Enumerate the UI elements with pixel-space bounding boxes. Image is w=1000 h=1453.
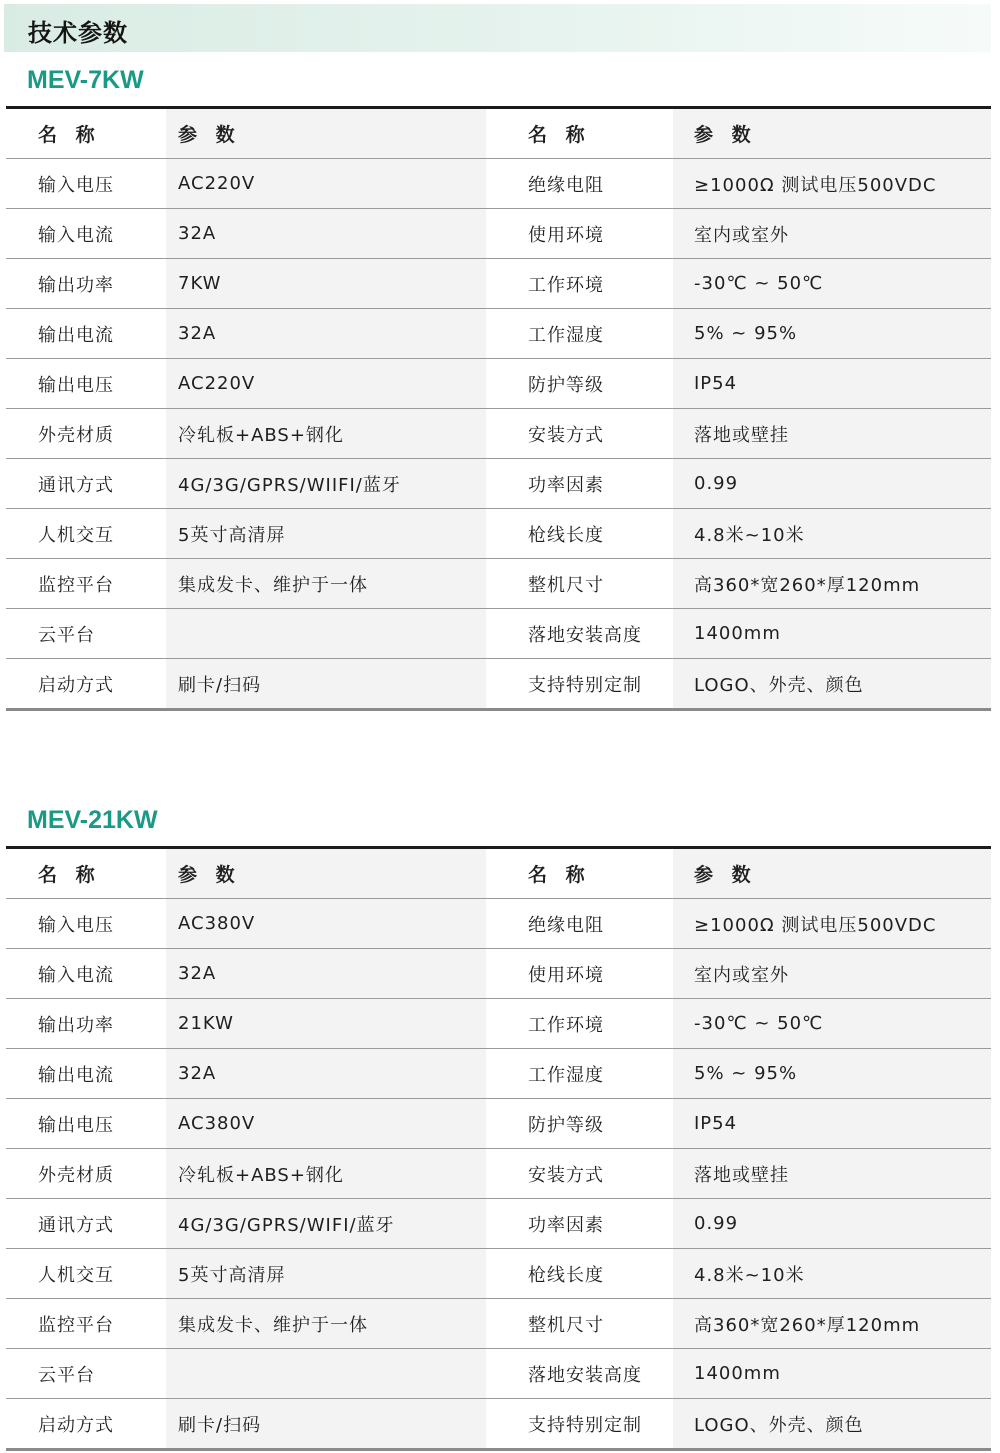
value-cell: AC220V (166, 359, 486, 408)
name-cell: 支持特别定制 (528, 1414, 642, 1436)
name-cell: 功率因素 (528, 474, 604, 496)
value-cell: ≥1000Ω 测试电压500VDC (673, 899, 991, 948)
value-cell: -30℃ ~ 50℃ (673, 259, 991, 308)
name-cell: 工作湿度 (528, 1064, 604, 1086)
name-cell: 落地安装高度 (528, 1364, 642, 1386)
name-cell: 监控平台 (38, 1314, 114, 1336)
name-cell: 输入电流 (38, 224, 114, 246)
model-title-21kw: MEV-21KW (27, 806, 158, 834)
value-cell: LOGO、外壳、颜色 (673, 1399, 991, 1448)
column-header: 参 数 (673, 849, 991, 898)
table-row (6, 1049, 991, 1099)
table-row (6, 899, 991, 949)
name-cell: 启动方式 (38, 674, 114, 696)
value-cell: -30℃ ~ 50℃ (673, 999, 991, 1048)
table-row (6, 1349, 991, 1399)
value-cell: 21KW (166, 999, 486, 1048)
value-cell: 32A (166, 1049, 486, 1098)
value-cell: 5英寸高清屏 (166, 1249, 486, 1298)
table-row (6, 1099, 991, 1149)
name-cell: 安装方式 (528, 424, 604, 446)
table-row (6, 359, 991, 409)
value-cell: 7KW (166, 259, 486, 308)
name-cell: 启动方式 (38, 1414, 114, 1436)
name-cell: 整机尺寸 (528, 1314, 604, 1336)
table-row (6, 1199, 991, 1249)
value-cell: 室内或室外 (673, 949, 991, 998)
table-row (6, 659, 991, 708)
name-cell: 整机尺寸 (528, 574, 604, 596)
spec-table-7kw (6, 106, 991, 711)
name-cell: 功率因素 (528, 1214, 604, 1236)
name-cell: 输入电流 (38, 964, 114, 986)
value-cell: 集成发卡、维护于一体 (166, 559, 486, 608)
name-cell: 外壳材质 (38, 424, 114, 446)
value-cell: 4G/3G/GPRS/WIFI/蓝牙 (166, 1199, 486, 1248)
name-cell: 工作环境 (528, 1014, 604, 1036)
table-row (6, 949, 991, 999)
name-cell: 枪线长度 (528, 524, 604, 546)
name-cell: 使用环境 (528, 964, 604, 986)
value-cell: AC380V (166, 1099, 486, 1148)
value-cell: IP54 (673, 1099, 991, 1148)
name-cell: 外壳材质 (38, 1164, 114, 1186)
table-row (6, 259, 991, 309)
column-header: 名 称 (528, 124, 591, 146)
table-row (6, 999, 991, 1049)
table-row (6, 1299, 991, 1349)
name-cell: 支持特别定制 (528, 674, 642, 696)
table-row (6, 1149, 991, 1199)
name-cell: 输出电流 (38, 1064, 114, 1086)
value-cell (166, 1349, 486, 1398)
name-cell: 输出功率 (38, 274, 114, 296)
name-cell: 输出电流 (38, 324, 114, 346)
value-cell: 32A (166, 309, 486, 358)
value-cell: 1400mm (673, 1349, 991, 1398)
value-cell: 4.8米~10米 (673, 509, 991, 558)
name-cell: 监控平台 (38, 574, 114, 596)
table-row (6, 1249, 991, 1299)
name-cell: 绝缘电阻 (528, 174, 604, 196)
name-cell: 输出功率 (38, 1014, 114, 1036)
name-cell: 人机交互 (38, 524, 114, 546)
name-cell: 云平台 (38, 1364, 95, 1386)
name-cell: 人机交互 (38, 1264, 114, 1286)
value-cell: IP54 (673, 359, 991, 408)
column-header: 参 数 (673, 109, 991, 158)
name-cell: 输出电压 (38, 374, 114, 396)
value-cell: 4G/3G/GPRS/WIIFI/蓝牙 (166, 459, 486, 508)
value-cell: 高360*宽260*厚120mm (673, 559, 991, 608)
name-cell: 通讯方式 (38, 1214, 114, 1236)
value-cell: 0.99 (673, 1199, 991, 1248)
model-title-7kw: MEV-7KW (27, 66, 144, 94)
table-row (6, 609, 991, 659)
table-row (6, 209, 991, 259)
value-cell: 室内或室外 (673, 209, 991, 258)
table-row (6, 559, 991, 609)
value-cell: 1400mm (673, 609, 991, 658)
column-header: 参 数 (166, 109, 486, 158)
table-row (6, 309, 991, 359)
column-header: 名 称 (38, 124, 101, 146)
name-cell: 防护等级 (528, 1114, 604, 1136)
table-row (6, 159, 991, 209)
value-cell: 32A (166, 949, 486, 998)
value-cell: 落地或壁挂 (673, 409, 991, 458)
name-cell: 输入电压 (38, 914, 114, 936)
value-cell: 冷轧板+ABS+钢化 (166, 409, 486, 458)
table-row (6, 459, 991, 509)
value-cell: LOGO、外壳、颜色 (673, 659, 991, 708)
value-cell: AC380V (166, 899, 486, 948)
value-cell: ≥1000Ω 测试电压500VDC (673, 159, 991, 208)
value-cell: 集成发卡、维护于一体 (166, 1299, 486, 1348)
table-row (6, 409, 991, 459)
value-cell (166, 609, 486, 658)
value-cell: 32A (166, 209, 486, 258)
table-header-row (6, 849, 991, 899)
name-cell: 防护等级 (528, 374, 604, 396)
name-cell: 输出电压 (38, 1114, 114, 1136)
value-cell: 刷卡/扫码 (166, 659, 486, 708)
value-cell: 5% ~ 95% (673, 1049, 991, 1098)
column-header: 参 数 (166, 849, 486, 898)
table-row (6, 1399, 991, 1448)
column-header: 名 称 (38, 864, 101, 886)
name-cell: 通讯方式 (38, 474, 114, 496)
value-cell: 5% ~ 95% (673, 309, 991, 358)
value-cell: 4.8米~10米 (673, 1249, 991, 1298)
value-cell: AC220V (166, 159, 486, 208)
value-cell: 冷轧板+ABS+钢化 (166, 1149, 486, 1198)
name-cell: 工作湿度 (528, 324, 604, 346)
value-cell: 5英寸高清屏 (166, 509, 486, 558)
value-cell: 落地或壁挂 (673, 1149, 991, 1198)
value-cell: 刷卡/扫码 (166, 1399, 486, 1448)
table-row (6, 509, 991, 559)
name-cell: 安装方式 (528, 1164, 604, 1186)
value-cell: 高360*宽260*厚120mm (673, 1299, 991, 1348)
name-cell: 云平台 (38, 624, 95, 646)
name-cell: 输入电压 (38, 174, 114, 196)
name-cell: 工作环境 (528, 274, 604, 296)
spec-table-21kw (6, 846, 991, 1451)
name-cell: 枪线长度 (528, 1264, 604, 1286)
page-title: 技术参数 (28, 19, 128, 47)
name-cell: 使用环境 (528, 224, 604, 246)
table-header-row (6, 109, 991, 159)
header-banner (4, 4, 991, 52)
name-cell: 绝缘电阻 (528, 914, 604, 936)
column-header: 名 称 (528, 864, 591, 886)
name-cell: 落地安装高度 (528, 624, 642, 646)
value-cell: 0.99 (673, 459, 991, 508)
